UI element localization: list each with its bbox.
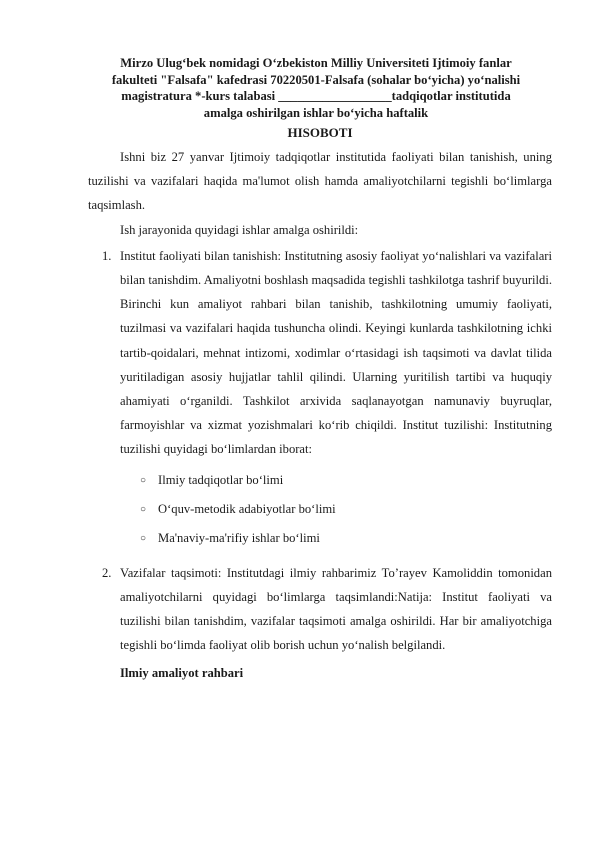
- numbered-list: [88, 244, 552, 658]
- list-number: 1.: [102, 248, 112, 263]
- header-line: amalga oshirilgan ishlar bo‘yicha haftalik: [203, 105, 429, 120]
- list-item-text: Institut faoliyati bilan tanishish: Institutning asosiy faoliyat yo‘nalishlari va vazifalari bilan tanishdim. Amaliyotni boshlash maqsadida tegishli tashkilotga tashrif buyurildi. Birinchi kun amaliyot rahbari bilan tanishib, tashkilotning umumiy faoliyati, tuzilmasi va vazifalari haqida tushuncha olindi. Keyingi kunlarda tashkilotning ichki tartib-qoidalari, mehnat intizomi, xodimlar o‘rtasidagi ish taqsimoti va davlat tilida yuritiladigan asosiy hujjatlar tahlil qilindi. Ularning yuritilish tartibi va huquqiy ahamiyati o‘rganildi. Tashkilot arxivida saqlanayotgan namunaviy buyruqlar, farmoyishlar va xizmat yozishmalari ko‘rib chiqildi. Institut tuzilishi: Institutning tuzilishi quyidagi bo‘limlardan iborat:: [120, 248, 552, 457]
- list-item: [88, 244, 552, 553]
- list-item-text: Vazifalar taqsimoti: Institutdagi ilmiy rahbarimiz To’rayev Kamoliddin tomonidan amaliyotchilarni quyidagi bo‘limlarga taqsimlandi:Natija: Institut faoliyati va tuzilishi bilan tanishdim, vazifalar taqsimoti amalga oshirildi. Har bir amaliyotchiga tegishli bo‘limda faoliyat olib borish uchun yo‘nalish belgilandi.: [120, 565, 552, 653]
- bullet-item-text: O‘quv-metodik adabiyotlar bo‘limi: [158, 501, 336, 516]
- bullet-item: [120, 495, 552, 524]
- bullet-item: [120, 466, 552, 495]
- bullet-item-text: Ilmiy tadqiqotlar bo‘limi: [158, 472, 284, 487]
- header-line: Mirzo Ulug‘bek nomidagi O‘zbekiston Milliy Universiteti Ijtimoiy fanlar: [120, 56, 512, 70]
- header-line: magistratura *-kurs talabasi __________________tadqiqotlar institutida: [121, 89, 511, 103]
- list-item: [88, 561, 552, 658]
- intro-paragraph: Ishni biz 27 yanvar Ijtimoiy tadqiqotlar institutida faoliyati bilan tanishish, uning tuzilishi va vazifalari haqida ma'lumot olish hamda amaliyotchilarni tegishli bo‘limlarga taqsimlash.: [88, 150, 552, 213]
- circle-bullet-icon: ○: [140, 532, 147, 544]
- lead-paragraph: Ish jarayonida quyidagi ishlar amalga oshirildi:: [120, 222, 359, 237]
- signature-label: Ilmiy amaliyot rahbari: [120, 666, 244, 681]
- document-title: HISOBOTI: [287, 125, 353, 140]
- circle-bullet-icon: ○: [140, 503, 147, 515]
- bullet-list: [120, 466, 552, 553]
- header-line: fakulteti "Falsafa" kafedrasi 70220501-Falsafa (sohalar bo‘yicha) yo‘nalishi: [111, 72, 521, 87]
- bullet-item: [120, 524, 552, 553]
- bullet-item-text: Ma'naviy-ma'rifiy ishlar bo‘limi: [158, 530, 320, 545]
- circle-bullet-icon: ○: [140, 474, 147, 486]
- document-header: [80, 55, 552, 121]
- list-number: 2.: [102, 565, 112, 580]
